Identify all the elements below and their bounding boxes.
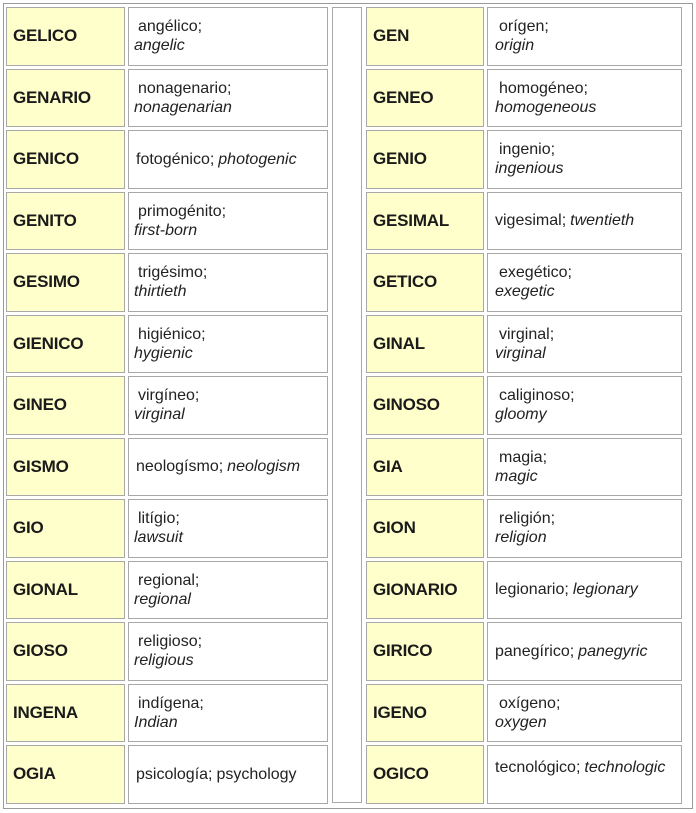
spanish-word: oxígeno; — [499, 694, 561, 712]
meaning-cell — [487, 499, 682, 558]
english-translation: thirtieth — [134, 283, 187, 301]
english-translation: nonagenarian — [134, 98, 232, 116]
spanish-word: primogénito; — [138, 202, 227, 220]
english-translation: religious — [134, 652, 194, 670]
table-row — [366, 561, 682, 620]
spanish-word: legionario; — [495, 581, 569, 599]
meaning-cell — [487, 684, 682, 743]
table-row — [366, 253, 682, 312]
table-row — [6, 499, 328, 558]
meaning-cell — [487, 561, 682, 620]
english-translation: religion — [495, 529, 547, 547]
suffix-cell: GIA — [366, 438, 484, 497]
suffix-cell: GESIMO — [6, 253, 125, 312]
suffix-cell: GIONAL — [6, 561, 125, 620]
meaning-cell — [128, 192, 328, 251]
spanish-word: neologísmo; — [136, 458, 224, 476]
spanish-word: exegético; — [499, 264, 572, 282]
english-translation: origin — [495, 37, 535, 55]
spanish-word: religioso; — [138, 633, 203, 651]
suffix-cell: GENITO — [6, 192, 125, 251]
table-row — [366, 315, 682, 374]
column-divider — [332, 7, 362, 803]
suffix-cell: GENICO — [6, 130, 125, 189]
english-translation: hygienic — [134, 344, 193, 362]
spanish-word: tecnológico; — [495, 759, 581, 776]
suffix-cell: INGENA — [6, 684, 125, 743]
suffix-cell: GETICO — [366, 253, 484, 312]
suffix-cell: GION — [366, 499, 484, 558]
table-row — [6, 253, 328, 312]
meaning-cell — [487, 622, 682, 681]
meaning-cell — [487, 69, 682, 128]
suffix-cell: GENEO — [366, 69, 484, 128]
table-row — [6, 376, 328, 435]
english-translation: psychology — [216, 765, 297, 783]
suffix-cell: GEN — [366, 7, 484, 66]
spanish-word: virginal; — [499, 325, 555, 343]
suffix-cell: GELICO — [6, 7, 125, 66]
suffix-cell: OGIA — [6, 745, 125, 804]
meaning-cell — [487, 315, 682, 374]
spanish-word: vigesimal; — [495, 212, 567, 230]
left-column — [6, 7, 328, 804]
meaning-cell — [128, 376, 328, 435]
spanish-word: religión; — [499, 510, 556, 528]
table-row — [366, 192, 682, 251]
english-translation: oxygen — [495, 713, 547, 731]
english-translation: twentieth — [570, 212, 635, 230]
spanish-word: homogéneo; — [499, 79, 588, 97]
spanish-word: nonagenario; — [138, 79, 232, 97]
table-row — [366, 376, 682, 435]
meaning-cell — [128, 69, 328, 128]
meaning-cell — [128, 315, 328, 374]
table-row — [6, 130, 328, 189]
meaning-cell — [128, 622, 328, 681]
meaning-cell — [128, 684, 328, 743]
meaning-cell — [128, 561, 328, 620]
english-translation: Indian — [134, 713, 178, 731]
english-translation: virginal — [495, 344, 546, 362]
meaning-cell — [128, 499, 328, 558]
table-row — [366, 7, 682, 66]
english-translation: first-born — [134, 221, 198, 239]
spanish-word: trigésimo; — [138, 264, 208, 282]
suffix-cell: GINEO — [6, 376, 125, 435]
table-row — [366, 438, 682, 497]
meaning-cell — [128, 130, 328, 189]
suffix-cell: OGICO — [366, 745, 484, 804]
spanish-word: fotogénico; — [136, 150, 215, 168]
spanish-word: caliginoso; — [499, 387, 575, 405]
spanish-word: ingenio; — [499, 141, 556, 159]
english-translation: angelic — [134, 37, 185, 55]
spanish-word: psicología; — [136, 765, 213, 783]
english-translation: technologic — [584, 759, 666, 776]
english-translation: photogenic — [218, 150, 297, 168]
meaning-cell — [487, 438, 682, 497]
spanish-word: magia; — [499, 448, 548, 466]
spanish-word: virgíneo; — [138, 387, 200, 405]
english-translation: gloomy — [495, 406, 547, 424]
meaning-cell — [487, 130, 682, 189]
meaning-cell — [487, 376, 682, 435]
table-row — [366, 684, 682, 743]
table-row — [6, 622, 328, 681]
english-translation: legionary — [572, 581, 638, 599]
english-translation: exegetic — [495, 283, 555, 301]
suffix-cell: GESIMAL — [366, 192, 484, 251]
meaning-cell — [128, 253, 328, 312]
suffix-cell: GIRICO — [366, 622, 484, 681]
english-translation: ingenious — [495, 160, 564, 178]
table-row — [366, 499, 682, 558]
table-row — [6, 69, 328, 128]
suffix-cell: GENARIO — [6, 69, 125, 128]
english-translation: homogeneous — [495, 98, 597, 116]
table-row — [6, 192, 328, 251]
table-row — [6, 684, 328, 743]
suffix-cell: GINAL — [366, 315, 484, 374]
table-row — [6, 745, 328, 804]
english-translation: virginal — [134, 406, 185, 424]
meaning-cell — [128, 438, 328, 497]
table-row — [6, 561, 328, 620]
table-row — [366, 69, 682, 128]
table-row — [366, 130, 682, 189]
spanish-word: indígena; — [138, 694, 204, 712]
spanish-word: higiénico; — [138, 325, 206, 343]
spanish-word: panegírico; — [495, 642, 575, 660]
meaning-cell — [487, 745, 682, 804]
spanish-word: regional; — [138, 571, 200, 589]
meaning-cell — [128, 745, 328, 804]
spanish-word: litígio; — [138, 510, 180, 528]
suffix-cell: GIO — [6, 499, 125, 558]
english-translation: lawsuit — [134, 529, 183, 547]
suffix-cell: GISMO — [6, 438, 125, 497]
suffix-cell: GIONARIO — [366, 561, 484, 620]
english-translation: panegyric — [578, 642, 648, 660]
table-row — [6, 7, 328, 66]
suffix-cell: GIENICO — [6, 315, 125, 374]
suffix-cell: GIOSO — [6, 622, 125, 681]
suffix-cell: IGENO — [366, 684, 484, 743]
meaning-cell — [487, 192, 682, 251]
spanish-word: orígen; — [499, 18, 549, 36]
meaning-cell — [487, 253, 682, 312]
meaning-cell — [128, 7, 328, 66]
table-row — [6, 438, 328, 497]
table-row — [366, 745, 682, 804]
table-row — [366, 622, 682, 681]
english-translation: neologism — [227, 458, 301, 476]
suffix-cell: GINOSO — [366, 376, 484, 435]
spanish-word: angélico; — [138, 18, 203, 36]
meaning-cell — [487, 7, 682, 66]
right-column — [366, 7, 682, 804]
table-row — [6, 315, 328, 374]
english-translation: magic — [495, 467, 538, 485]
english-translation: regional — [134, 590, 191, 608]
suffix-cell: GENIO — [366, 130, 484, 189]
